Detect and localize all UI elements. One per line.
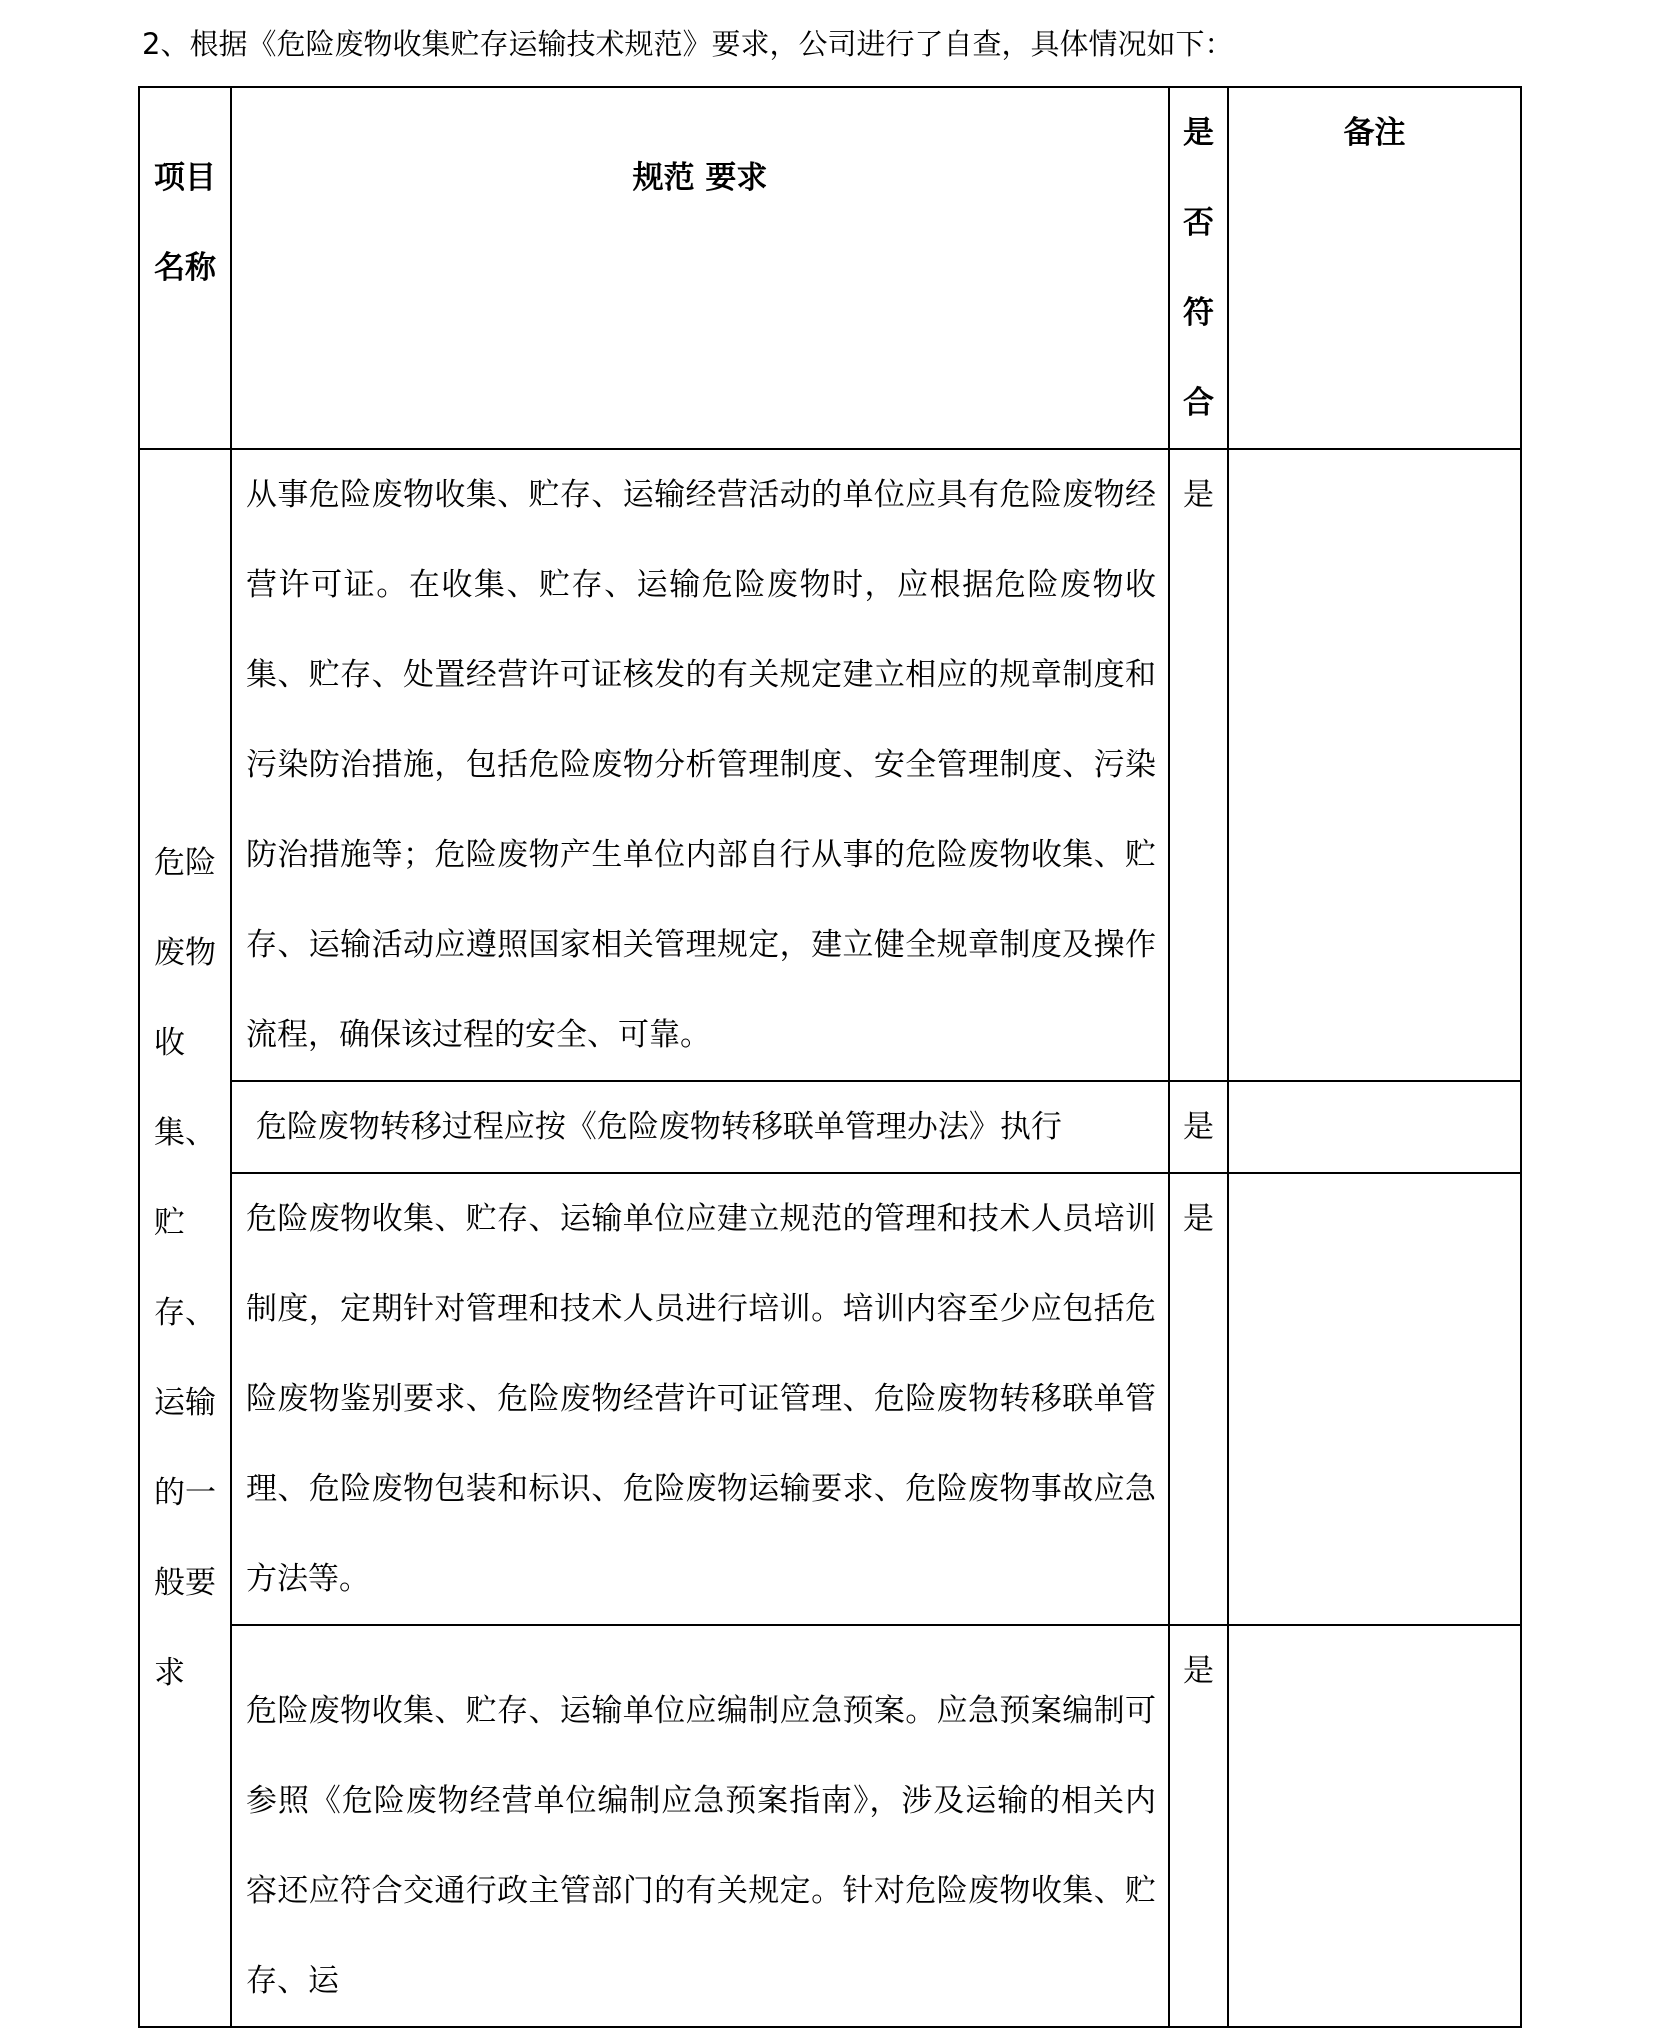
header-compliant-char-4: 合: [1183, 385, 1214, 421]
header-requirement: 规范 要求: [231, 87, 1169, 449]
requirement-cell: 危险废物收集、贮存、运输单位应建立规范的管理和技术人员培训制度，定期针对管理和技术人员进行培训。培训内容至少应包括危险废物鉴别要求、危险废物经营许可证管理、危险废物转移联单管理、危险废物包装和标识、危险废物运输要求、危险废物事故应急方法等。: [231, 1173, 1169, 1625]
header-note: 备注: [1228, 87, 1521, 449]
self-check-table: [138, 86, 1522, 2028]
table-row: [139, 1173, 1521, 1625]
note-cell: [1228, 1081, 1521, 1173]
compliant-cell: 是: [1169, 449, 1228, 1081]
header-compliant-char-3: 符: [1183, 295, 1214, 331]
requirement-cell: 危险废物收集、贮存、运输单位应编制应急预案。应急预案编制可参照《危险废物经营单位编制应急预案指南》，涉及运输的相关内容还应符合交通行政主管部门的有关规定。针对危险废物收集、贮存、运: [231, 1625, 1169, 2027]
header-compliant: [1169, 87, 1228, 449]
table-row: [139, 1625, 1521, 2027]
category-cell: [139, 449, 231, 2027]
table-row: [139, 449, 1521, 1081]
requirement-cell: 危险废物转移过程应按《危险废物转移联单管理办法》执行: [231, 1081, 1169, 1173]
category-text: 危险废物收集、贮存、运输的一般要求: [154, 845, 216, 1691]
note-cell: [1228, 1625, 1521, 2027]
requirement-cell: 从事危险废物收集、贮存、运输经营活动的单位应具有危险废物经营许可证。在收集、贮存、运输危险废物时，应根据危险废物收集、贮存、处置经营许可证核发的有关规定建立相应的规章制度和污染防治措施，包括危险废物分析管理制度、安全管理制度、污染防治措施等；危险废物产生单位内部自行从事的危险废物收集、贮存、运输活动应遵照国家相关管理规定，建立健全规章制度及操作流程，确保该过程的安全、可靠。: [231, 449, 1169, 1081]
compliant-cell: 是: [1169, 1625, 1228, 2027]
header-compliant-char-2: 否: [1183, 205, 1214, 241]
intro-paragraph: 2、根据《危险废物收集贮存运输技术规范》要求，公司进行了自查，具体情况如下：: [142, 27, 1234, 61]
compliant-cell: 是: [1169, 1173, 1228, 1625]
header-project-name-text: 项目名称: [154, 160, 216, 286]
compliant-cell: 是: [1169, 1081, 1228, 1173]
header-project-name: [139, 87, 231, 449]
table-row: [139, 1081, 1521, 1173]
table-header-row: [139, 87, 1521, 449]
header-compliant-char-1: 是: [1183, 115, 1214, 151]
note-cell: [1228, 449, 1521, 1081]
note-cell: [1228, 1173, 1521, 1625]
